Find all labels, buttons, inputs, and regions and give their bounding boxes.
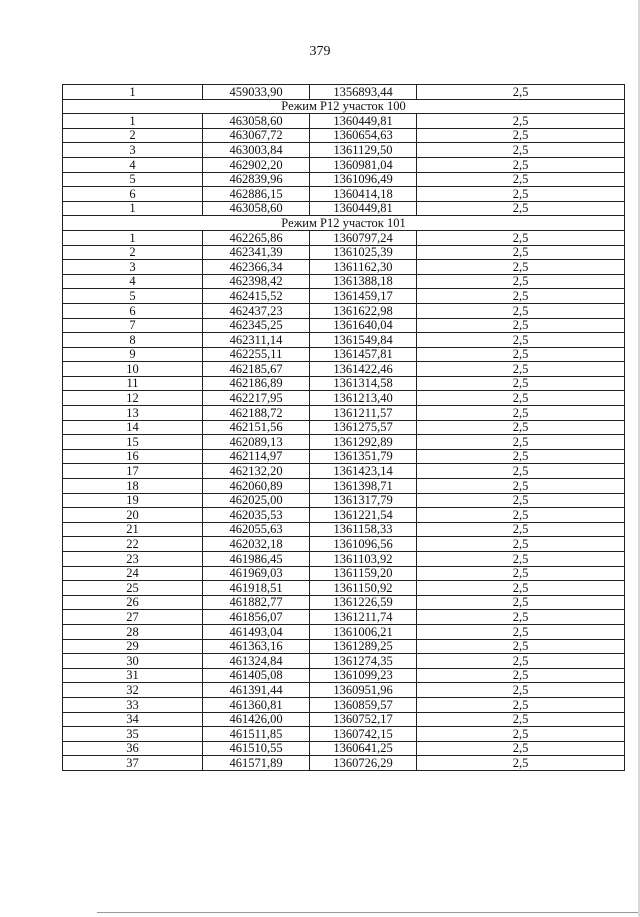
table-row <box>63 464 625 479</box>
y-coordinate-cell: 1361388,18 <box>310 274 417 289</box>
y-coordinate-cell: 1361103,92 <box>310 552 417 567</box>
point-number-cell: 3 <box>63 260 203 275</box>
value-cell: 2,5 <box>417 537 625 552</box>
x-coordinate-cell: 461511,85 <box>203 727 310 742</box>
value-cell: 2,5 <box>417 654 625 669</box>
table-row <box>63 362 625 377</box>
x-coordinate-cell: 461426,00 <box>203 712 310 727</box>
section-header-row <box>63 216 625 231</box>
table-row <box>63 712 625 727</box>
table-row <box>63 143 625 158</box>
x-coordinate-cell: 462398,42 <box>203 274 310 289</box>
table-row <box>63 508 625 523</box>
value-cell: 2,5 <box>417 114 625 129</box>
y-coordinate-cell: 1360449,81 <box>310 114 417 129</box>
point-number-cell: 1 <box>63 201 203 216</box>
y-coordinate-cell: 1361158,33 <box>310 522 417 537</box>
value-cell: 2,5 <box>417 508 625 523</box>
point-number-cell: 20 <box>63 508 203 523</box>
y-coordinate-cell: 1360726,29 <box>310 756 417 771</box>
table-row <box>63 493 625 508</box>
point-number-cell: 6 <box>63 303 203 318</box>
point-number-cell: 25 <box>63 581 203 596</box>
table-row <box>63 157 625 172</box>
x-coordinate-cell: 462188,72 <box>203 406 310 421</box>
table-row <box>63 624 625 639</box>
point-number-cell: 8 <box>63 333 203 348</box>
value-cell: 2,5 <box>417 581 625 596</box>
point-number-cell: 29 <box>63 639 203 654</box>
x-coordinate-cell: 462255,11 <box>203 347 310 362</box>
x-coordinate-cell: 462437,23 <box>203 303 310 318</box>
y-coordinate-cell: 1361099,23 <box>310 668 417 683</box>
table-row <box>63 639 625 654</box>
table-row <box>63 128 625 143</box>
x-coordinate-cell: 462055,63 <box>203 522 310 537</box>
point-number-cell: 3 <box>63 143 203 158</box>
value-cell: 2,5 <box>417 756 625 771</box>
y-coordinate-cell: 1360859,57 <box>310 697 417 712</box>
x-coordinate-cell: 461969,03 <box>203 566 310 581</box>
table-row <box>63 581 625 596</box>
point-number-cell: 5 <box>63 172 203 187</box>
table-row <box>63 114 625 129</box>
y-coordinate-cell: 1360654,63 <box>310 128 417 143</box>
table-row <box>63 187 625 202</box>
point-number-cell: 31 <box>63 668 203 683</box>
x-coordinate-cell: 462415,52 <box>203 289 310 304</box>
y-coordinate-cell: 1361289,25 <box>310 639 417 654</box>
y-coordinate-cell: 1361129,50 <box>310 143 417 158</box>
x-coordinate-cell: 463058,60 <box>203 201 310 216</box>
y-coordinate-cell: 1360951,96 <box>310 683 417 698</box>
coordinates-table <box>62 84 625 771</box>
y-coordinate-cell: 1361351,79 <box>310 449 417 464</box>
value-cell: 2,5 <box>417 479 625 494</box>
x-coordinate-cell: 461856,07 <box>203 610 310 625</box>
x-coordinate-cell: 462186,89 <box>203 376 310 391</box>
y-coordinate-cell: 1361150,92 <box>310 581 417 596</box>
value-cell: 2,5 <box>417 595 625 610</box>
point-number-cell: 18 <box>63 479 203 494</box>
x-coordinate-cell: 462114,97 <box>203 449 310 464</box>
y-coordinate-cell: 1361211,57 <box>310 406 417 421</box>
value-cell: 2,5 <box>417 362 625 377</box>
x-coordinate-cell: 461493,04 <box>203 624 310 639</box>
point-number-cell: 13 <box>63 406 203 421</box>
table-row <box>63 727 625 742</box>
y-coordinate-cell: 1361423,14 <box>310 464 417 479</box>
point-number-cell: 4 <box>63 274 203 289</box>
y-coordinate-cell: 1361006,21 <box>310 624 417 639</box>
value-cell: 2,5 <box>417 420 625 435</box>
point-number-cell: 14 <box>63 420 203 435</box>
value-cell: 2,5 <box>417 406 625 421</box>
point-number-cell: 5 <box>63 289 203 304</box>
table-row <box>63 406 625 421</box>
x-coordinate-cell: 462341,39 <box>203 245 310 260</box>
point-number-cell: 28 <box>63 624 203 639</box>
value-cell: 2,5 <box>417 639 625 654</box>
x-coordinate-cell: 462025,00 <box>203 493 310 508</box>
table-row <box>63 303 625 318</box>
value-cell: 2,5 <box>417 697 625 712</box>
point-number-cell: 9 <box>63 347 203 362</box>
value-cell: 2,5 <box>417 683 625 698</box>
y-coordinate-cell: 1361096,56 <box>310 537 417 552</box>
value-cell: 2,5 <box>417 187 625 202</box>
y-coordinate-cell: 1361459,17 <box>310 289 417 304</box>
y-coordinate-cell: 1360414,18 <box>310 187 417 202</box>
y-coordinate-cell: 1361025,39 <box>310 245 417 260</box>
y-coordinate-cell: 1361274,35 <box>310 654 417 669</box>
table-row <box>63 756 625 771</box>
coordinates-table-body <box>63 85 625 771</box>
table-row <box>63 522 625 537</box>
point-number-cell: 30 <box>63 654 203 669</box>
value-cell: 2,5 <box>417 85 625 100</box>
x-coordinate-cell: 463067,72 <box>203 128 310 143</box>
y-coordinate-cell: 1361275,57 <box>310 420 417 435</box>
x-coordinate-cell: 461391,44 <box>203 683 310 698</box>
y-coordinate-cell: 1361292,89 <box>310 435 417 450</box>
y-coordinate-cell: 1361213,40 <box>310 391 417 406</box>
point-number-cell: 12 <box>63 391 203 406</box>
y-coordinate-cell: 1361159,20 <box>310 566 417 581</box>
page-bottom-rule <box>97 912 640 913</box>
section-title: Режим Р12 участок 100 <box>63 99 625 114</box>
point-number-cell: 23 <box>63 552 203 567</box>
y-coordinate-cell: 1360742,15 <box>310 727 417 742</box>
y-coordinate-cell: 1361549,84 <box>310 333 417 348</box>
point-number-cell: 2 <box>63 245 203 260</box>
point-number-cell: 22 <box>63 537 203 552</box>
x-coordinate-cell: 461986,45 <box>203 552 310 567</box>
value-cell: 2,5 <box>417 347 625 362</box>
point-number-cell: 19 <box>63 493 203 508</box>
value-cell: 2,5 <box>417 522 625 537</box>
point-number-cell: 21 <box>63 522 203 537</box>
y-coordinate-cell: 1361622,98 <box>310 303 417 318</box>
table-row <box>63 610 625 625</box>
y-coordinate-cell: 1356893,44 <box>310 85 417 100</box>
value-cell: 2,5 <box>417 741 625 756</box>
table-row <box>63 552 625 567</box>
value-cell: 2,5 <box>417 172 625 187</box>
y-coordinate-cell: 1360981,04 <box>310 157 417 172</box>
value-cell: 2,5 <box>417 624 625 639</box>
value-cell: 2,5 <box>417 493 625 508</box>
value-cell: 2,5 <box>417 566 625 581</box>
point-number-cell: 26 <box>63 595 203 610</box>
x-coordinate-cell: 463058,60 <box>203 114 310 129</box>
point-number-cell: 6 <box>63 187 203 202</box>
value-cell: 2,5 <box>417 157 625 172</box>
table-row <box>63 289 625 304</box>
table-row <box>63 537 625 552</box>
x-coordinate-cell: 462132,20 <box>203 464 310 479</box>
x-coordinate-cell: 462902,20 <box>203 157 310 172</box>
point-number-cell: 37 <box>63 756 203 771</box>
x-coordinate-cell: 461405,08 <box>203 668 310 683</box>
value-cell: 2,5 <box>417 727 625 742</box>
table-row <box>63 668 625 683</box>
point-number-cell: 11 <box>63 376 203 391</box>
table-row <box>63 683 625 698</box>
x-coordinate-cell: 462089,13 <box>203 435 310 450</box>
table-row <box>63 201 625 216</box>
value-cell: 2,5 <box>417 230 625 245</box>
value-cell: 2,5 <box>417 260 625 275</box>
value-cell: 2,5 <box>417 610 625 625</box>
value-cell: 2,5 <box>417 303 625 318</box>
table-row <box>63 85 625 100</box>
x-coordinate-cell: 462060,89 <box>203 479 310 494</box>
point-number-cell: 35 <box>63 727 203 742</box>
y-coordinate-cell: 1361314,58 <box>310 376 417 391</box>
value-cell: 2,5 <box>417 143 625 158</box>
point-number-cell: 24 <box>63 566 203 581</box>
x-coordinate-cell: 459033,90 <box>203 85 310 100</box>
table-row <box>63 333 625 348</box>
table-row <box>63 376 625 391</box>
table-row <box>63 420 625 435</box>
y-coordinate-cell: 1361317,79 <box>310 493 417 508</box>
x-coordinate-cell: 462032,18 <box>203 537 310 552</box>
table-row <box>63 435 625 450</box>
point-number-cell: 1 <box>63 114 203 129</box>
section-header-row <box>63 99 625 114</box>
y-coordinate-cell: 1360641,25 <box>310 741 417 756</box>
table-row <box>63 318 625 333</box>
value-cell: 2,5 <box>417 449 625 464</box>
table-row <box>63 654 625 669</box>
value-cell: 2,5 <box>417 712 625 727</box>
table-row <box>63 479 625 494</box>
y-coordinate-cell: 1360449,81 <box>310 201 417 216</box>
table-row <box>63 245 625 260</box>
y-coordinate-cell: 1361398,71 <box>310 479 417 494</box>
y-coordinate-cell: 1360752,17 <box>310 712 417 727</box>
x-coordinate-cell: 462366,34 <box>203 260 310 275</box>
value-cell: 2,5 <box>417 435 625 450</box>
y-coordinate-cell: 1360797,24 <box>310 230 417 245</box>
point-number-cell: 1 <box>63 230 203 245</box>
value-cell: 2,5 <box>417 668 625 683</box>
table-row <box>63 230 625 245</box>
value-cell: 2,5 <box>417 552 625 567</box>
point-number-cell: 33 <box>63 697 203 712</box>
y-coordinate-cell: 1361226,59 <box>310 595 417 610</box>
value-cell: 2,5 <box>417 333 625 348</box>
x-coordinate-cell: 463003,84 <box>203 143 310 158</box>
value-cell: 2,5 <box>417 376 625 391</box>
point-number-cell: 16 <box>63 449 203 464</box>
table-row <box>63 391 625 406</box>
value-cell: 2,5 <box>417 464 625 479</box>
point-number-cell: 15 <box>63 435 203 450</box>
table-row <box>63 172 625 187</box>
y-coordinate-cell: 1361457,81 <box>310 347 417 362</box>
y-coordinate-cell: 1361422,46 <box>310 362 417 377</box>
point-number-cell: 4 <box>63 157 203 172</box>
point-number-cell: 34 <box>63 712 203 727</box>
value-cell: 2,5 <box>417 128 625 143</box>
x-coordinate-cell: 462035,53 <box>203 508 310 523</box>
point-number-cell: 32 <box>63 683 203 698</box>
point-number-cell: 2 <box>63 128 203 143</box>
x-coordinate-cell: 462839,96 <box>203 172 310 187</box>
x-coordinate-cell: 462345,25 <box>203 318 310 333</box>
x-coordinate-cell: 461510,55 <box>203 741 310 756</box>
value-cell: 2,5 <box>417 318 625 333</box>
x-coordinate-cell: 462217,95 <box>203 391 310 406</box>
x-coordinate-cell: 461363,16 <box>203 639 310 654</box>
table-row <box>63 741 625 756</box>
table-row <box>63 260 625 275</box>
y-coordinate-cell: 1361096,49 <box>310 172 417 187</box>
value-cell: 2,5 <box>417 391 625 406</box>
table-row <box>63 566 625 581</box>
value-cell: 2,5 <box>417 274 625 289</box>
table-row <box>63 697 625 712</box>
table-row <box>63 347 625 362</box>
table-row <box>63 449 625 464</box>
point-number-cell: 36 <box>63 741 203 756</box>
x-coordinate-cell: 462185,67 <box>203 362 310 377</box>
x-coordinate-cell: 461882,77 <box>203 595 310 610</box>
x-coordinate-cell: 461918,51 <box>203 581 310 596</box>
table-row <box>63 274 625 289</box>
point-number-cell: 7 <box>63 318 203 333</box>
page-number: 379 <box>309 44 331 59</box>
x-coordinate-cell: 462311,14 <box>203 333 310 348</box>
y-coordinate-cell: 1361162,30 <box>310 260 417 275</box>
point-number-cell: 17 <box>63 464 203 479</box>
point-number-cell: 1 <box>63 85 203 100</box>
table-row <box>63 595 625 610</box>
point-number-cell: 10 <box>63 362 203 377</box>
x-coordinate-cell: 462151,56 <box>203 420 310 435</box>
x-coordinate-cell: 461360,81 <box>203 697 310 712</box>
section-title: Режим Р12 участок 101 <box>63 216 625 231</box>
y-coordinate-cell: 1361640,04 <box>310 318 417 333</box>
x-coordinate-cell: 461571,89 <box>203 756 310 771</box>
value-cell: 2,5 <box>417 245 625 260</box>
y-coordinate-cell: 1361221,54 <box>310 508 417 523</box>
y-coordinate-cell: 1361211,74 <box>310 610 417 625</box>
value-cell: 2,5 <box>417 289 625 304</box>
x-coordinate-cell: 462265,86 <box>203 230 310 245</box>
point-number-cell: 27 <box>63 610 203 625</box>
value-cell: 2,5 <box>417 201 625 216</box>
x-coordinate-cell: 462886,15 <box>203 187 310 202</box>
x-coordinate-cell: 461324,84 <box>203 654 310 669</box>
